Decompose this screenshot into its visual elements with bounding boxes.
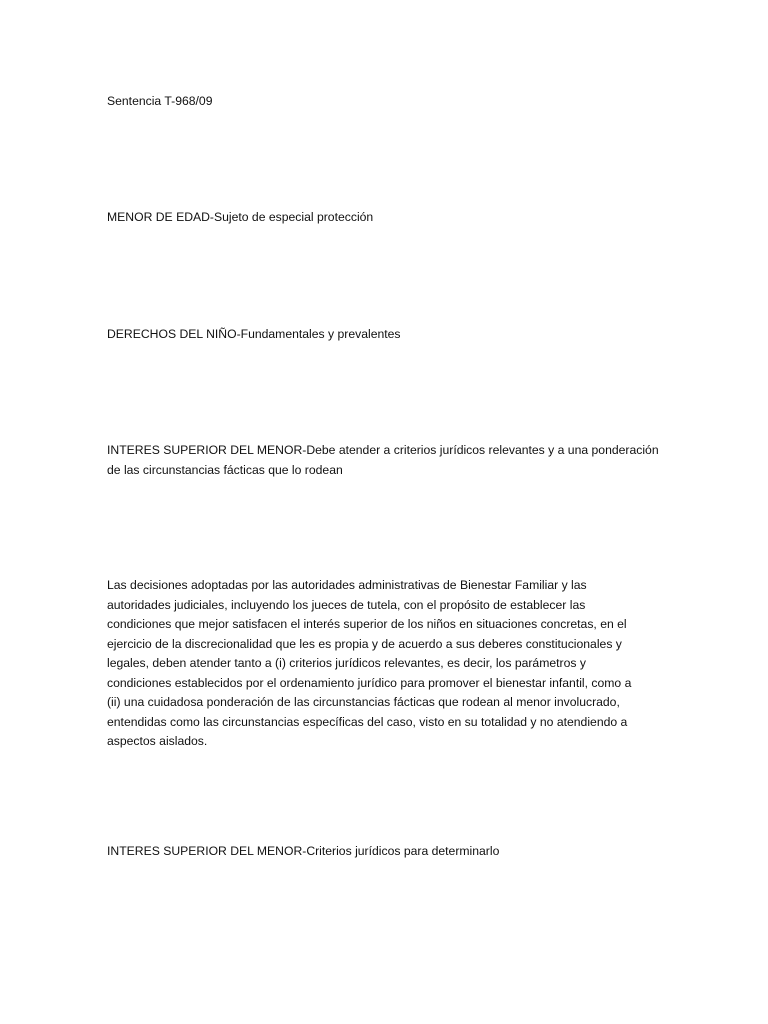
section-heading-interes-superior-2: INTERES SUPERIOR DEL MENOR-Criterios jurídicos para determinarlo: [107, 844, 500, 858]
section-heading-menor-de-edad: MENOR DE EDAD-Sujeto de especial protección: [107, 210, 374, 224]
section-heading-derechos-del-nino: DERECHOS DEL NIÑO-Fundamentales y prevalentes: [107, 327, 401, 341]
paragraph-line: legales, deben atender tanto a (i) criterios jurídicos relevantes, es decir, los parámetros y: [107, 656, 586, 670]
paragraph-line: Las decisiones adoptadas por las autoridades administrativas de Bienestar Familiar y las: [107, 578, 587, 592]
document-title: Sentencia T-968/09: [107, 94, 213, 108]
paragraph-line: autoridades judiciales, incluyendo los jueces de tutela, con el propósito de establecer las: [107, 597, 586, 612]
paragraph-line: condiciones establecidos por el ordenamiento jurídico para promover el bienestar infantil, como a: [107, 675, 632, 690]
body-paragraph: [107, 576, 657, 752]
paragraph-line: entendidas como las circunstancias específicas del caso, visto en su totalidad y no atendiendo a: [107, 714, 628, 729]
paragraph-line: ejercicio de la discrecionalidad que les es propia y de acuerdo a sus deberes constitucionales y: [107, 636, 622, 651]
heading-line: INTERES SUPERIOR DEL MENOR-Debe atender a criterios jurídicos relevantes y a una ponderación: [107, 443, 659, 457]
paragraph-line: aspectos aislados.: [107, 734, 208, 748]
section-heading-interes-superior-1: [107, 441, 657, 480]
heading-line: de las circunstancias fácticas que lo rodean: [107, 462, 343, 477]
paragraph-line: (ii) una cuidadosa ponderación de las circunstancias fácticas que rodean al menor involucrado,: [107, 695, 620, 709]
paragraph-line: condiciones que mejor satisfacen el interés superior de los niños en situaciones concretas, en el: [107, 617, 627, 631]
